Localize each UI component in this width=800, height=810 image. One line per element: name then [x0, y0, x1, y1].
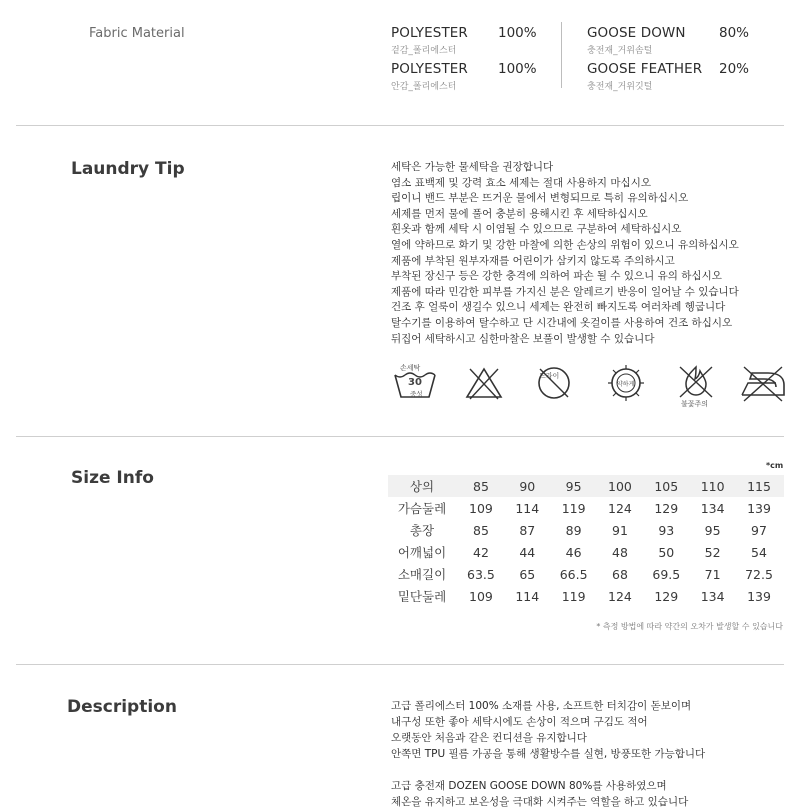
- laundry-tip: 제품에 부착된 원부자재를 어린이가 삼키지 않도록 주의하시고: [391, 254, 675, 267]
- table-cell: 46: [565, 544, 582, 560]
- table-cell: 129: [654, 500, 679, 516]
- hand-wash-detergent: 중성: [410, 390, 423, 398]
- size-table: [388, 475, 784, 607]
- table-cell: 85: [473, 522, 489, 538]
- spin-dry-label: 약하게: [617, 381, 635, 388]
- table-cell: 68: [612, 566, 628, 582]
- laundry-tip: 립이니 밴드 부분은 뜨거운 물에서 변형되므로 특히 유의하십시오: [391, 192, 689, 205]
- description-line: 고급 충전재 DOZEN GOOSE DOWN 80%를 사용하였으며: [391, 780, 667, 792]
- laundry-tip: 건조 후 얼룩이 생길수 있으니 세제는 완전히 빠지도록 여러차례 헹굽니다: [391, 301, 726, 314]
- table-cell: 134: [700, 588, 725, 604]
- material-name: GOOSE FEATHER: [587, 61, 703, 77]
- table-cell: 95: [704, 522, 721, 538]
- table-cell: 48: [612, 544, 628, 560]
- table-cell: 139: [747, 588, 771, 604]
- table-cell: 139: [747, 500, 771, 516]
- no-iron-icon: [738, 363, 788, 407]
- table-cell: 52: [704, 544, 721, 560]
- table-cell: 115: [734, 475, 784, 497]
- table-cell: 105: [641, 475, 691, 497]
- table-cell: 44: [519, 544, 536, 560]
- table-cell: 85: [456, 475, 506, 497]
- table-cell: 71: [704, 566, 721, 582]
- description-line: [391, 762, 705, 778]
- hand-wash-30-icon: [392, 363, 440, 411]
- fabric-section: [0, 0, 800, 125]
- material-percent: 100%: [498, 25, 537, 41]
- laundry-tip: 탈수기를 이용하여 탈수하고 단 시간내에 옷걸이를 사용하여 건조 하십시오: [391, 316, 733, 329]
- description-line: 오랫동안 처음과 같은 컨디션을 유지합니다: [391, 732, 587, 744]
- description-title: Description: [67, 697, 177, 717]
- table-cell: 어깨넓이: [397, 545, 447, 560]
- table-row: [388, 497, 784, 519]
- material-sub: 충전재_거위솜털: [587, 46, 653, 56]
- table-row: [388, 563, 784, 585]
- table-cell: 109: [469, 588, 493, 604]
- description-text: [391, 698, 705, 810]
- table-cell: 119: [561, 588, 586, 604]
- dry-clean-icon: [534, 363, 574, 407]
- table-cell: 42: [473, 544, 489, 560]
- table-cell: 134: [700, 500, 725, 516]
- table-cell: 가슴둘레: [397, 501, 447, 516]
- care-icons: [392, 363, 792, 411]
- laundry-title: Laundry Tip: [71, 159, 185, 179]
- table-cell: 114: [515, 588, 540, 604]
- size-title: Size Info: [71, 468, 154, 488]
- laundry-tip: 흰옷과 함께 세탁 시 이염될 수 있으므로 구분하여 세탁하십시오: [391, 223, 682, 236]
- material-sub: 충전재_거위깃털: [587, 82, 653, 92]
- description-line: 고급 폴리에스터 100% 소재를 사용, 소프트한 터치감이 돋보이며: [391, 700, 692, 712]
- table-cell: 93: [658, 522, 675, 538]
- laundry-tip: 염소 표백제 및 강력 효소 세제는 절대 사용하지 마십시오: [391, 176, 651, 189]
- table-cell: 66.5: [559, 566, 588, 582]
- laundry-tip: 열에 약하므로 화기 및 강한 마찰에 의한 손상의 위험이 있으니 유의하십시오: [391, 238, 739, 251]
- table-cell: 129: [654, 588, 679, 604]
- no-fire-icon: [674, 363, 718, 408]
- table-cell: 114: [515, 500, 540, 516]
- dry-clean-label: 드라이: [539, 372, 560, 380]
- fabric-divider: [561, 22, 562, 88]
- laundry-section: [0, 126, 800, 436]
- table-cell: 97: [751, 522, 767, 538]
- description-line: 안쪽면 TPU 필름 가공을 통해 생활방수를 실현, 방풍또한 가능합니다: [391, 748, 706, 760]
- laundry-tip: 부착된 장신구 등은 강한 충격에 의하여 파손 될 수 있으니 유의 하십시오: [391, 270, 722, 283]
- no-fire-label: 불꽃주의: [681, 400, 709, 408]
- material-percent: 80%: [719, 25, 750, 41]
- material-percent: 20%: [719, 61, 750, 77]
- no-bleach-icon: [464, 363, 504, 407]
- table-cell: 124: [608, 500, 632, 516]
- hand-wash-temp: 30: [408, 377, 422, 388]
- size-unit: *cm: [766, 461, 784, 470]
- material-filling-feather: [587, 61, 767, 92]
- table-cell: 총장: [409, 523, 435, 538]
- hand-wash-label: 손세탁: [400, 364, 421, 372]
- laundry-tip: 세탁은 가능한 물세탁을 권장합니다: [391, 161, 554, 173]
- fabric-title: Fabric Material: [89, 26, 185, 41]
- material-percent: 100%: [498, 61, 537, 77]
- table-cell: 100: [599, 475, 642, 497]
- laundry-tips: [391, 160, 739, 347]
- table-cell: 124: [608, 588, 632, 604]
- material-name: POLYESTER: [391, 61, 468, 77]
- table-cell: 95: [549, 475, 599, 497]
- table-cell: 72.5: [745, 566, 773, 582]
- laundry-tip: 세제를 먼저 물에 풀어 충분히 용해시킨 후 세탁하십시오: [391, 207, 648, 220]
- material-sub: 안감_폴리에스터: [391, 82, 457, 92]
- table-cell: 87: [519, 522, 536, 538]
- table-cell: 54: [751, 544, 767, 560]
- material-sub: 겉감_폴리에스터: [391, 46, 457, 56]
- table-cell: 119: [561, 500, 586, 516]
- table-cell: 109: [469, 500, 493, 516]
- description-line: 내구성 또한 좋아 세탁시에도 손상이 적으며 구김도 적어: [391, 716, 648, 728]
- table-cell: 69.5: [652, 566, 681, 582]
- table-cell: 밑단둘레: [397, 589, 447, 604]
- material-outer: [391, 25, 541, 56]
- description-line: 체온을 유지하고 보온성을 극대화 시켜주는 역할을 하고 있습니다: [391, 796, 689, 808]
- table-row: [388, 519, 784, 541]
- table-cell: 소매길이: [397, 567, 447, 582]
- table-cell: 91: [612, 522, 628, 538]
- size-section: [0, 437, 800, 664]
- table-cell: 65: [519, 566, 536, 582]
- table-cell: 50: [658, 544, 675, 560]
- material-name: GOOSE DOWN: [587, 25, 686, 41]
- spin-dry-icon: [606, 363, 646, 407]
- table-row: [388, 585, 784, 607]
- table-cell: 63.5: [467, 566, 495, 582]
- description-section: [0, 665, 800, 808]
- laundry-tip: 뒤집어 세탁하시고 심한마찰은 보풀이 발생할 수 있습니다: [391, 332, 655, 345]
- size-note: * 측정 방법에 따라 약간의 오차가 발생할 수 있습니다: [596, 622, 783, 631]
- table-cell: 상의: [388, 475, 456, 497]
- table-cell: 89: [565, 522, 582, 538]
- material-name: POLYESTER: [391, 25, 468, 41]
- material-filling-down: [587, 25, 767, 56]
- table-cell: 90: [506, 475, 549, 497]
- table-cell: 110: [691, 475, 734, 497]
- table-row: [388, 541, 784, 563]
- table-header-row: [388, 475, 784, 497]
- material-lining: [391, 61, 541, 92]
- laundry-tip: 제품에 따라 민감한 피부를 가지신 분은 알레르기 반응이 일어날 수 있습니다: [391, 285, 739, 298]
